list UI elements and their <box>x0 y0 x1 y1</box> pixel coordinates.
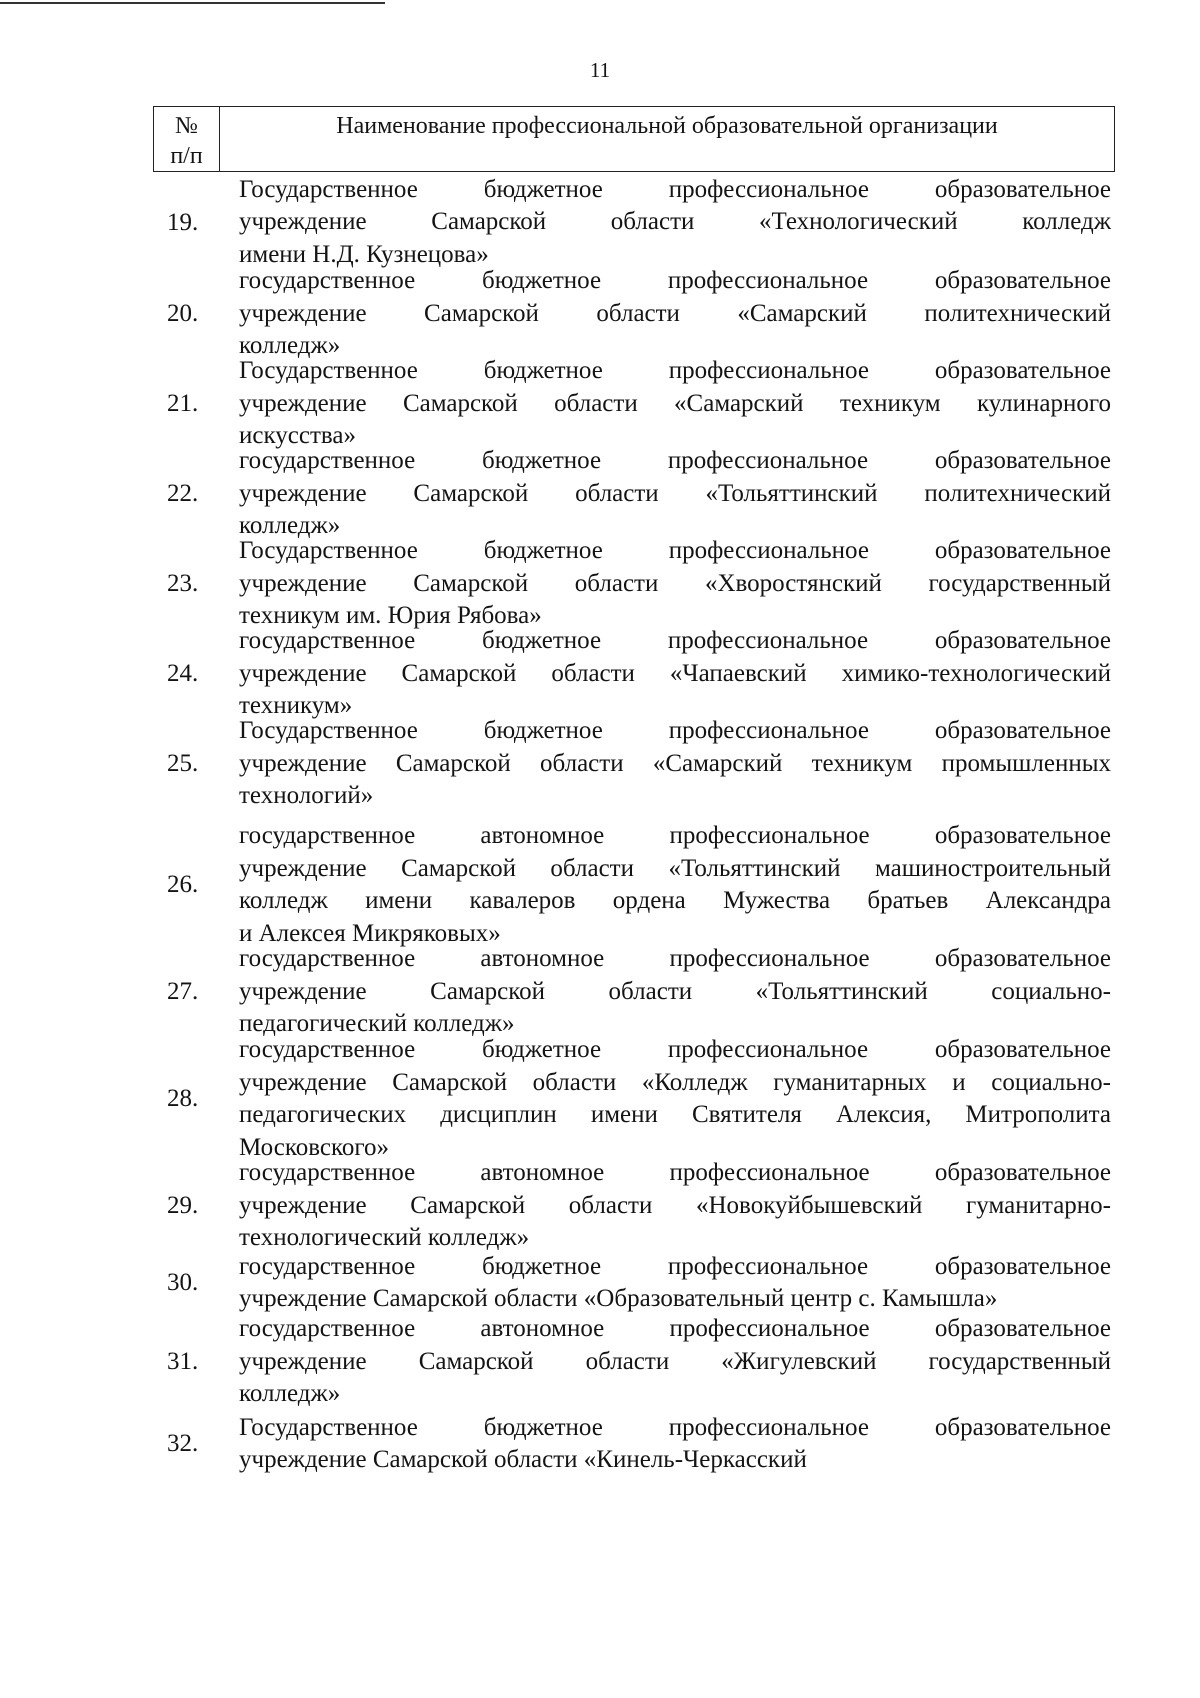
organization-name <box>239 445 1111 543</box>
scan-edge-line <box>0 2 385 4</box>
organization-name <box>239 1157 1111 1255</box>
organization-name-line: колледж имени кавалеров ордена Мужества братьев Александра <box>239 887 1111 914</box>
organization-name <box>239 943 1111 1041</box>
organization-name-line: колледж» <box>239 1380 341 1408</box>
header-number-column <box>154 107 220 171</box>
table-row <box>153 823 1115 947</box>
organization-name-line: технологический колледж» <box>239 1224 530 1252</box>
row-number: 19. <box>167 208 199 236</box>
organization-name-line: государственное бюджетное профессиональное образовательное <box>239 1036 1111 1063</box>
organization-name-line: техникум» <box>239 692 353 720</box>
organization-name-line: Московского» <box>239 1133 389 1161</box>
organization-name-line: учреждение Самарской области «Хворостянский государственный <box>239 569 1111 597</box>
organization-name-line: учреждение Самарской области «Самарский техникум промышленных <box>239 749 1111 777</box>
organization-name-line: техникум им. Юрия Рябова» <box>239 602 542 630</box>
organization-name-line: учреждение Самарской области «Тольяттинский машиностроительный <box>239 854 1111 882</box>
organization-name-line: Государственное бюджетное профессиональное образовательное <box>239 1413 1111 1441</box>
row-number: 22. <box>167 480 199 507</box>
table-row <box>153 1161 1115 1251</box>
organization-name-line: государственное автономное профессиональное образовательное <box>239 1159 1111 1187</box>
table-body <box>153 172 1115 1479</box>
organization-name <box>239 1412 1111 1477</box>
organization-name-line: государственное автономное профессиональное образовательное <box>239 822 1111 849</box>
table-row <box>153 1251 1115 1315</box>
organization-name-line: государственное бюджетное профессиональное образовательное <box>239 267 1111 295</box>
organization-name-line: учреждение Самарской области «Кинель-Черкасский <box>239 1446 807 1473</box>
row-number: 25. <box>167 750 199 777</box>
table-row <box>153 176 1115 269</box>
organization-name <box>239 1313 1111 1411</box>
page-number: 11 <box>589 58 611 82</box>
organization-name-line: государственное бюджетное профессиональное образовательное <box>239 627 1111 655</box>
organization-name <box>239 625 1111 723</box>
organization-name-line: учреждение Самарской области «Жигулевский государственный <box>239 1347 1111 1375</box>
organization-name-line: государственное автономное профессиональное образовательное <box>239 1315 1111 1343</box>
organization-name-line: учреждение Самарской области «Технологический колледж <box>239 208 1111 236</box>
organizations-table <box>153 106 1115 1479</box>
table-row <box>153 1037 1115 1161</box>
organization-name-line: Государственное бюджетное профессиональное образовательное <box>239 357 1111 385</box>
table-row <box>153 719 1115 809</box>
row-number: 21. <box>167 390 199 417</box>
row-number: 30. <box>167 1269 199 1296</box>
organization-name-line: и Алексея Микряковых» <box>239 919 501 947</box>
organization-name-line: колледж» <box>239 332 341 360</box>
organization-name-line: учреждение Самарской области «Образовательный центр с. Камышла» <box>239 1285 998 1312</box>
table-row <box>153 539 1115 629</box>
organization-name-line: учреждение Самарской области «Самарский политехнический <box>239 299 1111 327</box>
header-name-column: Наименование профессиональной образовательной организации <box>336 113 998 139</box>
organization-name-line: учреждение Самарской области «Тольяттинский политехнический <box>239 479 1111 507</box>
organization-name-line: имени Н.Д. Кузнецова» <box>239 240 489 268</box>
row-number: 26. <box>167 871 199 898</box>
organization-name <box>239 1251 1111 1316</box>
organization-name-line: колледж» <box>239 512 341 540</box>
organization-name-line: учреждение Самарской области «Колледж гуманитарных и социально- <box>239 1068 1111 1096</box>
organization-name-line: Государственное бюджетное профессиональное образовательное <box>239 717 1111 745</box>
row-number: 28. <box>167 1085 199 1112</box>
row-number: 29. <box>167 1192 199 1219</box>
table-row <box>153 269 1115 359</box>
row-number: 31. <box>167 1348 199 1375</box>
table-row <box>153 449 1115 539</box>
header-number-symbol: № <box>175 113 198 139</box>
organization-name-line: учреждение Самарской области «Новокуйбышевский гуманитарно- <box>239 1191 1111 1219</box>
organization-name-line: искусства» <box>239 422 356 450</box>
table-row <box>153 1409 1115 1479</box>
organization-name <box>239 265 1111 363</box>
organization-name-line: учреждение Самарской области «Тольяттинский социально- <box>239 977 1111 1005</box>
organization-name-line: педагогических дисциплин имени Святителя Алексия, Митрополита <box>239 1101 1111 1128</box>
table-row <box>153 1315 1115 1409</box>
row-number: 27. <box>167 978 199 1005</box>
organization-name <box>239 715 1111 813</box>
row-number: 20. <box>167 300 199 327</box>
table-row <box>153 359 1115 449</box>
row-number: 24. <box>167 660 199 687</box>
organization-name-line: Государственное бюджетное профессиональное образовательное <box>239 537 1111 565</box>
organization-name <box>239 355 1111 453</box>
table-row <box>153 629 1115 719</box>
organization-name-line: государственное автономное профессиональное образовательное <box>239 945 1111 973</box>
organization-name <box>239 535 1111 633</box>
row-number: 32. <box>167 1430 199 1457</box>
organization-name <box>239 820 1111 950</box>
header-number-abbrev: п/п <box>170 143 203 169</box>
organization-name-line: Государственное бюджетное профессиональное образовательное <box>239 175 1111 203</box>
organization-name <box>239 1034 1111 1164</box>
organization-name-line: учреждение Самарской области «Самарский техникум кулинарного <box>239 389 1111 417</box>
organization-name-line: технологий» <box>239 782 374 810</box>
organization-name-line: педагогический колледж» <box>239 1010 515 1038</box>
row-number: 23. <box>167 570 199 597</box>
organization-name-line: учреждение Самарской области «Чапаевский химико-технологический <box>239 659 1111 687</box>
table-header <box>153 106 1115 172</box>
table-row <box>153 947 1115 1037</box>
organization-name <box>239 174 1111 272</box>
organization-name-line: государственное бюджетное профессиональное образовательное <box>239 1252 1111 1280</box>
organization-name-line: государственное бюджетное профессиональное образовательное <box>239 447 1111 475</box>
